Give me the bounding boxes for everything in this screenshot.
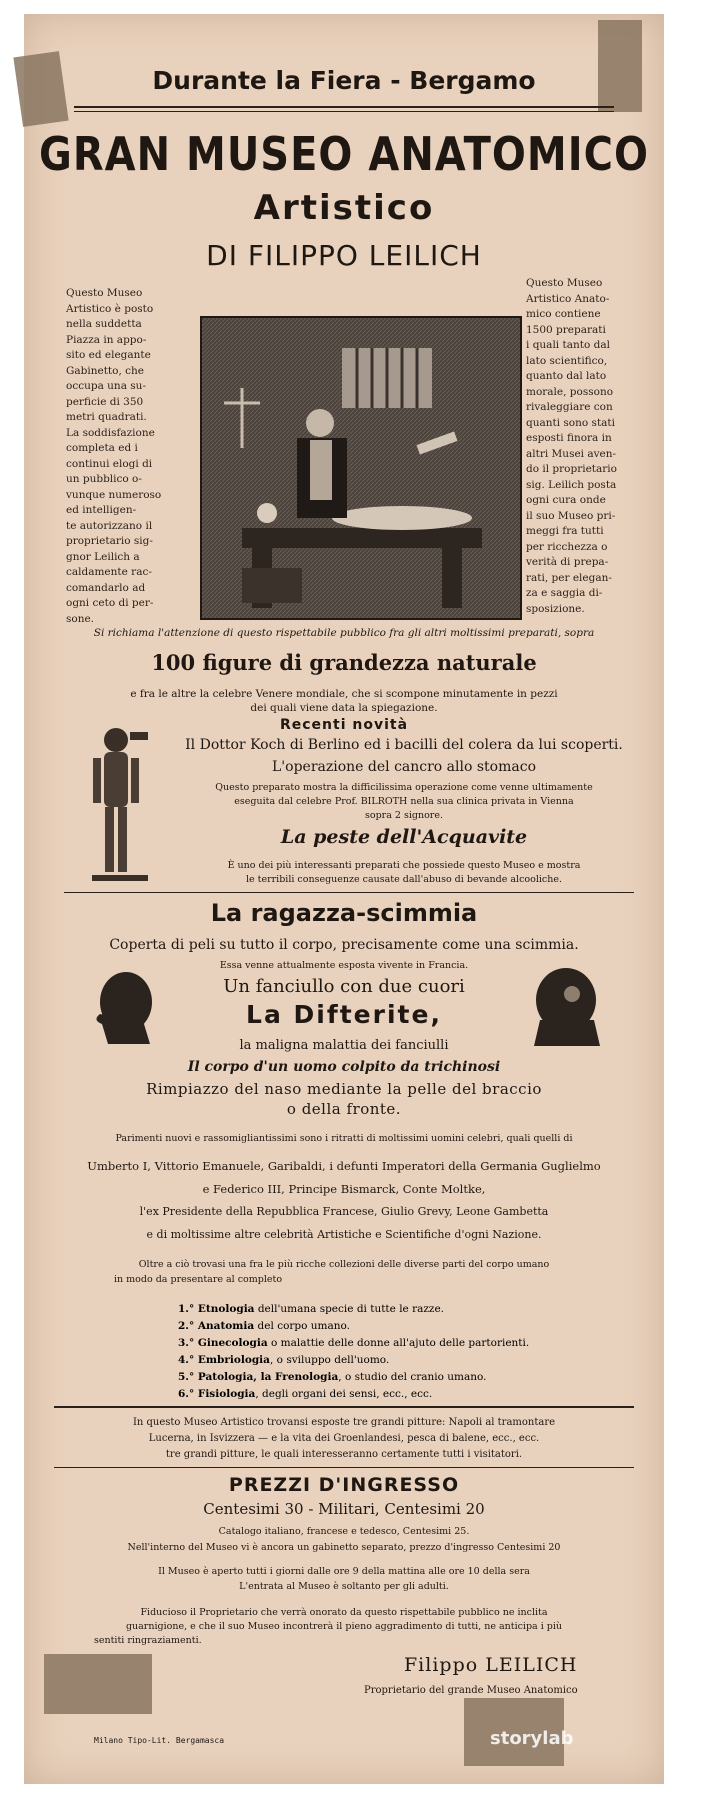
left-col-line: ed intelligen- [66,504,137,516]
recenti-heading: Recenti novità [279,717,409,733]
right-col-line: morale, possono [526,385,614,398]
title-line-2: Artistico [253,188,435,228]
pitture-line-3: tre grandi pitture, le quali interesseranno certamente tutti i visitatori. [165,1449,523,1460]
right-col-line: sig. Leilich posta [526,478,617,491]
adulti-line: L'entrata al Museo è soltanto per gli adulti. [239,1581,449,1592]
tape-bottom-left [44,1654,152,1714]
closing-line-2: guarnigione, e che il suo Museo incontrerà il pieno aggradimento di tutti, ne anticipa i più [125,1621,563,1632]
left-col-line: comandarlo ad [66,581,146,594]
left-column [66,286,190,627]
watermark: storylab [490,1728,574,1749]
title-line-1: GRAN MUSEO ANATOMICO [39,128,649,182]
right-col-line: esposti finora in [526,432,612,444]
right-col-line: do il proprietario [526,463,617,475]
divider-3 [54,1467,634,1468]
catalogo-line: Catalogo italiano, francese e tedesco, Centesimi 25. [218,1526,470,1537]
right-col-line: i quali tanto dal [526,339,610,351]
venere-line-1: e fra le altre la celebre Venere mondiale, che si scompone minutamente in pezzi [130,688,558,700]
difterite-heading: La Difterite, [246,1000,442,1029]
right-col-line: verità di prepa- [526,556,609,568]
right-col-line: rati, per elegan- [526,571,612,584]
list-item-text: , o sviluppo dell'uomo. [269,1354,390,1366]
left-col-line: te autorizzano il [66,519,153,532]
nomi-line-3: l'ex Presidente della Repubblica Francese, Giulio Grevy, Leone Gambetta [139,1205,549,1218]
poster [24,14,664,1784]
billroth-line-2: eseguita dal celebre Prof. BILROTH nella sua clinica privata in Vienna [234,796,574,807]
gabinetto-line: Nell'interno del Museo vi è ancora un gabinetto separato, prezzo d'ingresso Centesimi 20 [127,1542,561,1553]
divider-2 [54,1406,634,1408]
nomi-line-2: e Federico III, Principe Bismarck, Conte Moltke, [202,1182,486,1196]
closing-line-3: sentiti ringraziamenti. [94,1635,202,1646]
fanciullo-heading: Un fanciullo con due cuori [223,976,465,997]
nomi-line-1: Umberto I, Vittorio Emanuele, Garibaldi, i defunti Imperatori della Germania Guglielmo [87,1159,601,1173]
billroth-line-3: sopra 2 signore. [365,810,443,821]
list-item-label: 6.° Fisiologia [178,1388,256,1400]
rimpiazzo-line-2: o della fronte. [286,1100,402,1118]
left-col-line: un pubblico o- [66,473,142,485]
list-item [178,1352,529,1369]
left-col-line: nella suddetta [66,318,142,330]
peste-desc-1: È uno dei più interessanti preparati che possiede questo Museo e mostra [227,860,581,871]
left-col-line: sone. [66,612,95,625]
peste-desc-2: le terribili conseguenze causate dall'abuso di bevande alcooliche. [245,874,563,885]
right-col-line: za e saggia di- [526,587,603,599]
proprietor-role: Proprietario del grande Museo Anatomico [364,1685,578,1696]
header-rule-thin [74,111,614,112]
right-col-line: Questo Museo [526,277,603,289]
koch-line: Il Dottor Koch di Berlino ed i bacilli del colera da lui scoperti. [185,737,623,753]
billroth-line-1: Questo preparato mostra la difficilissima operazione come venne ultimamente [215,782,593,793]
oltre-line-1: Oltre a ciò trovasi una fra le più ricche collezioni delle diverse parti del corpo umano [138,1259,550,1270]
list-item [178,1369,529,1386]
orari-line: Il Museo è aperto tutti i giorni dalle ore 9 della mattina alle ore 10 della sera [158,1566,530,1577]
figures-heading: 100 figure di grandezza naturale [151,650,537,675]
right-col-line: sposizione. [526,602,585,615]
left-col-line: Artistico è posto [66,302,154,315]
difterite-desc: la maligna malattia dei fanciulli [239,1038,449,1053]
ragazza-heading: La ragazza-scimmia [210,899,478,927]
list-item-label: 2.° Anatomia [178,1320,255,1332]
oltre-line-2: in modo da presentare al completo [114,1274,283,1285]
left-col-line: Piazza in appo- [66,333,147,346]
prezzi-line: Centesimi 30 - Militari, Centesimi 20 [203,1500,485,1518]
left-col-line: caldamente rac- [66,566,152,578]
title-line-3: DI FILIPPO LEILICH [206,239,482,272]
prezzi-heading: PREZZI D'INGRESSO [228,1474,460,1496]
pitture-line-1: In questo Museo Artistico trovansi esposte tre grandi pitture: Napoli al tramontare [132,1417,556,1428]
divider-1 [64,892,634,893]
list-item [178,1318,529,1335]
right-col-line: il suo Museo pri- [526,509,616,522]
left-col-line: metri quadrati. [66,411,147,423]
left-col-line: completa ed i [66,442,138,454]
left-col-line: ogni ceto di per- [66,597,154,609]
pitture-line-2: Lucerna, in Isvizzera — e la vita dei Groenlandesi, pesca di balene, ecc., ecc. [148,1433,540,1444]
list-item-label: 3.° Ginecologia [178,1337,268,1349]
list-item [178,1301,529,1318]
right-col-line: quanto dal lato [526,370,607,382]
right-col-line: meggi fra tutti [526,525,604,537]
right-col-line: ogni cura onde [526,494,606,506]
list-item-text: , degli organi dei sensi, ecc., ecc. [255,1388,433,1400]
left-col-line: occupa una su- [66,380,146,392]
venere-line-2: dei quali viene data la spiegazione. [250,702,438,714]
left-col-line: Questo Museo [66,287,143,299]
ragazza-desc: Coperta di peli su tutto il corpo, precisamente come una scimmia. [109,937,579,953]
list-item-label: 1.° Etnologia [178,1303,255,1315]
list-item-label: 5.° Patologia, la Frenologia [178,1371,339,1383]
printer-credit: Milano Tipo-Lit. Bergamasca [94,1736,225,1745]
right-col-line: mico contiene [526,308,601,320]
right-col-line: quanti sono stati [526,416,615,429]
left-col-line: La soddisfazione [66,426,155,439]
left-col-line: gnor Leilich a [66,550,140,563]
left-col-line: sito ed elegante [66,349,151,361]
list-item-text: , o studio del cranio umano. [338,1371,487,1383]
right-column [526,276,656,617]
ragazza-note: Essa venne attualmente esposta vivente in Francia. [219,960,469,971]
left-col-line: proprietario sig- [66,535,153,547]
ritratti-line: Parimenti nuovi e rassomigliantissimi sono i ritratti di moltissimi uomini celebri, quali quelli di [115,1133,573,1144]
trichinosi-line: Il corpo d'un uomo colpito da trichinosi [187,1059,501,1075]
collection-list [178,1301,529,1403]
nomi-line-4: e di moltissime altre celebrità Artistiche e Scientifiche d'ogni Nazione. [146,1228,542,1241]
list-item-text: dell'umana specie di tutte le razze. [254,1303,445,1315]
left-col-line: vunque numeroso [66,488,162,501]
left-col-line: perficie di 350 [66,395,144,408]
anatomical-figure-image [84,720,154,890]
right-col-line: 1500 preparati [526,323,606,336]
attention-text: Si richiama l'attenzione di questo rispettabile pubblico fra gli altri moltissimi preparati, sopra [93,627,595,639]
list-item-text: o malattie delle donne all'ajuto delle partorienti. [267,1337,530,1349]
signature: Filippo LEILICH [404,1654,578,1676]
right-col-line: lato scientifico, [526,354,608,367]
closing-line-1: Fiducioso il Proprietario che verrà onorato da questo rispettabile pubblico ne inclita [140,1607,548,1618]
rimpiazzo-line-1: Rimpiazzo del naso mediante la pelle del braccio [146,1080,542,1098]
list-item-text: del corpo umano. [254,1320,351,1332]
left-col-line: continui elogi di [66,457,153,470]
header-location: Durante la Fiera - Bergamo [152,66,536,95]
left-col-line: Gabinetto, che [66,364,144,377]
right-col-line: rivaleggiare con [526,401,613,413]
anatomist-engraving [200,316,522,620]
header-rule [74,106,614,108]
list-item [178,1335,529,1352]
list-item-label: 4.° Embriologia [178,1354,270,1366]
cancro-line: L'operazione del cancro allo stomaco [272,759,536,775]
right-col-line: altri Musei aven- [526,447,617,460]
peste-heading: La peste dell'Acquavite [280,826,528,848]
list-item [178,1386,529,1403]
right-col-line: per ricchezza o [526,540,608,553]
right-col-line: Artistico Anato- [526,292,610,305]
